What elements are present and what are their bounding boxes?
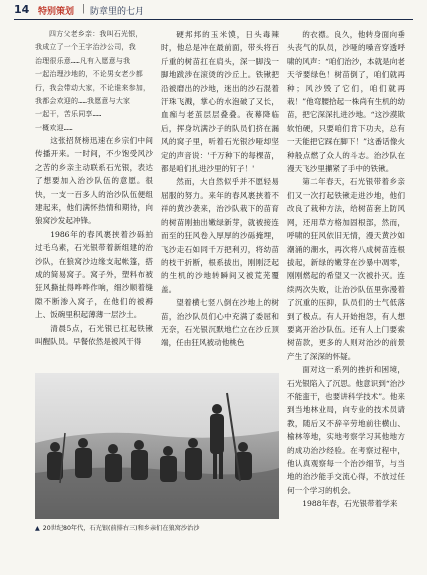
paragraph: 的衣襟。良久，他转身面向垂头丧气的队员，沙哑的嗓音穿透呼啸的风声：“咱们治沙，本就是向老天爷要绿色！树苗倒了，咱们就再种；风沙毁了它们，咱们就再栽！”他弯腰拾起一株尚有生机的幼苗，把它深深扎进沙地。“这沙漠欺软怕硬，只要咱们肯下功夫，总有一天能把它踩在脚下！”这番话像火种般点燃了众人的斗志。治沙队在漫天飞沙里攥紧了手中的铁锹。 bbox=[287, 30, 405, 174]
article-column-2 bbox=[161, 28, 279, 350]
section-label: 特别策划 bbox=[38, 7, 75, 17]
paragraph: 1988年春，石光银带着学来 bbox=[302, 499, 398, 509]
caption-text: 20世纪80年代，石光银(前排右三)和乡亲们在狼窝沙治沙 bbox=[42, 525, 200, 532]
paragraph: 硬邦邦的玉米馍，日头毒辣时，他总是冲在最前面，带头将百斤重的树苗扛在肩头，深一脚浅一脚地跋涉在滚烫的沙丘上。铁锹把沿被磨出的沙地，迷出的沙石混着汗珠飞溅，掌心的水泡破了又长，血痂与老茧层层叠叠。夜幕降临后，挥身坑满沙子的队员们挤在漏风的窝子里，听着石光银沙哑却坚定的声音说：'千万种下的每棵苗，都是咱们扎进沙里的钉子！' bbox=[161, 30, 279, 174]
notice-line: 我都会欢迎的……我愿意与大家 bbox=[35, 97, 131, 106]
caption-triangle-icon: ▲ bbox=[35, 525, 40, 532]
header-rule bbox=[14, 19, 413, 20]
paragraph: 第二年春天，石光银带着乡亲们又一次打起铁锹走进沙地，他们改良了栽种方法，给树苗套上防风网，还用草方格加固根部，然而，呼啸的狂风依旧无情，漫天黄沙如潮涌的潮水，再次将八成树苗连根拔起，新绿的嫩芽在沙暴中凋零，刚刚燃起的希望又一次被扑灭。连续两次失败，让治沙队伍里弥漫着了沉重的压抑，队员们的士气低落到了极点。有人开始抱怨，有人想要离开治沙队伍。还有人上门要索树苗款，更多的人则对治沙的前景产生了深深的怀疑。 bbox=[287, 177, 405, 361]
historical-photo bbox=[35, 373, 279, 519]
notice-line: 行，我会带动大家，不论谁来参加， bbox=[35, 83, 151, 92]
notice-line: 一起干，苦乐同享…… bbox=[35, 110, 102, 119]
paragraph: 然而，大自然似乎并不愿轻易屈服的努力。来年的春风裹挟着不祥的黄沙袭来，治沙队栽下的苗育的树苗刚抽出嫩绿新芽，就被接连而至的狂风卷入厚厚的沙砾掩埋，飞沙走石如同千万把利刃，将幼苗的枝干折断，根系拔出，刚刚泛起的生机的沙地转瞬间又被荒芜覆盖。 bbox=[161, 177, 279, 294]
page-header bbox=[0, 0, 427, 20]
notice-line: 治理很乐意……凡有入愿意与我 bbox=[35, 56, 131, 65]
page-number: 14 bbox=[14, 3, 30, 16]
article-column-1 bbox=[35, 134, 153, 349]
paragraph: 清晨5点，石光银已扛起铁锹叫醒队员。早餐依然是被风干得 bbox=[35, 323, 153, 347]
header-title: 防章里的七月 bbox=[90, 7, 145, 17]
paragraph: 1986年的春风裹挟着沙砾拍过毛乌素，石光银带着新组建的治沙队，在狼窝沙边缘支起帐篷，搭成的简易窝子。窝子外，塑料布被狂风撕扯得哗哗作响，细沙顺着缝隙不断渗入窝子，在他们的被褥上、饭碗里积起薄薄一层沙土。 bbox=[35, 229, 153, 320]
paragraph: 面对这一系列的挫折和困境，石光银陷入了沉思。他意识到“治沙不能蛮干，也要讲科学技术”。他来到当地林业局，向专业的技术员请教，随后又不辞辛劳地前往横山、榆林等地，实地考察学习其他地方的成功治沙经验。在考察过程中，他认真观察每一个治沙细节，与当地的治沙能手交流心得，不放过任何一个学习的机会。 bbox=[287, 365, 405, 495]
header-separator: | bbox=[82, 4, 86, 14]
notice-line: 四方父老乡亲：我叫石光银， bbox=[49, 30, 143, 38]
photo-illustration bbox=[35, 373, 279, 519]
notice-line: 一概欢迎…… bbox=[35, 123, 73, 132]
recruitment-notice bbox=[35, 28, 153, 132]
photo-caption bbox=[35, 523, 279, 532]
article-column-3 bbox=[287, 28, 405, 511]
notice-line: 一起治理沙地的，不论男女老少都 bbox=[35, 70, 143, 79]
paragraph: 这张招贤榜迅速在乡宗们中间传播开来。一时间，不少饱受风沙之苦的乡亲主动联系石光银，表达了想要加入治沙队伍的意愿。很快，一支一百多人的治沙队伍便组建起来，他们满怀热情和期待，向狼窝沙发起冲锋。 bbox=[35, 136, 153, 226]
paragraph: 望着横七竖八倒在沙地上的树苗，治沙队员们心中充满了委屈和无奈，石光银沉默地伫立在沙丘顶端，任由狂风被动他桃色 bbox=[161, 298, 279, 348]
notice-line: 我成立了一个王字治沙公司，我 bbox=[35, 43, 136, 52]
